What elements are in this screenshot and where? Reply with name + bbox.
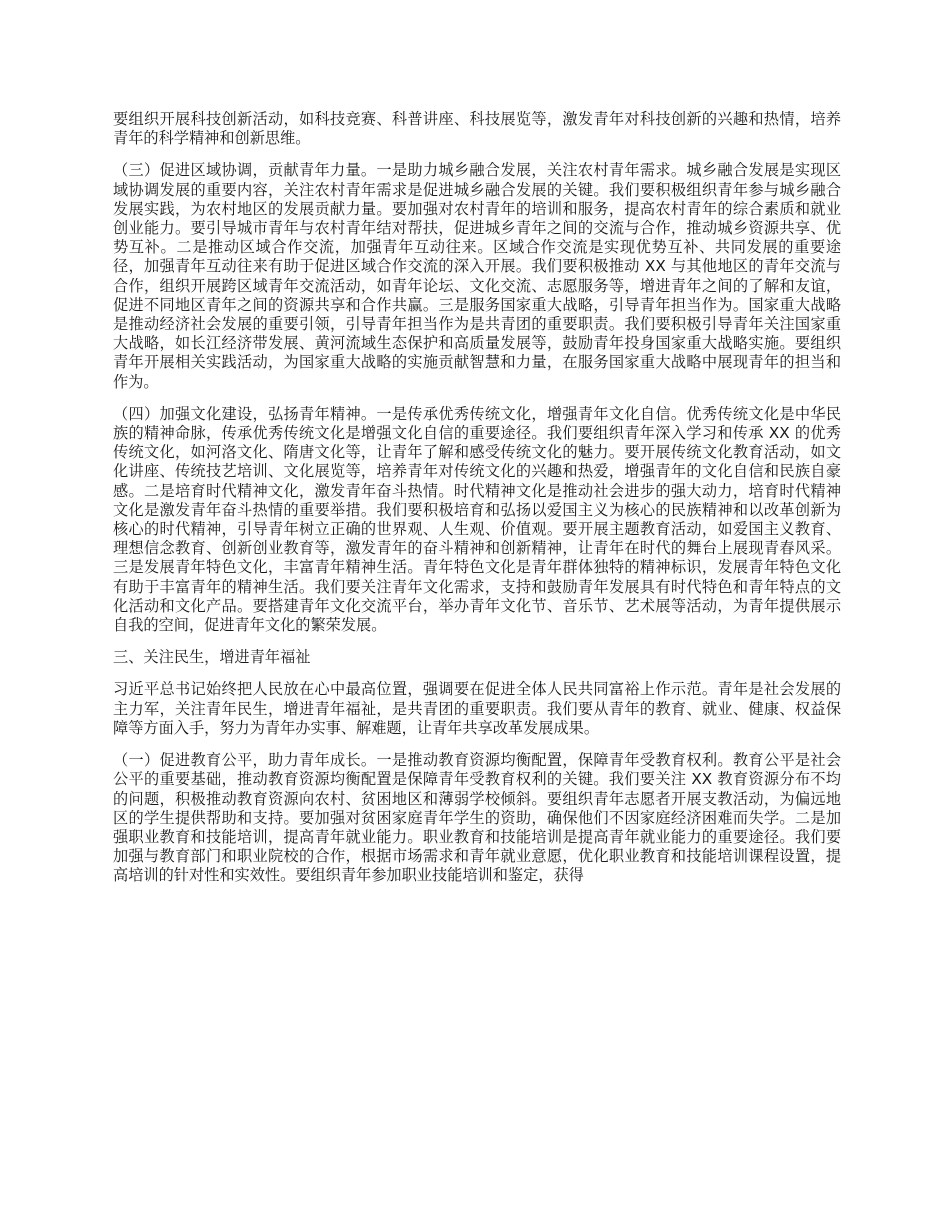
paragraph-livelihood-intro: 习近平总书记始终把人民放在心中最高位置，强调要在促进全体人民共同富裕上作示范。青年是社会发展的主力军，关注青年民生，增进青年福祉，是共青团的重要职责。我们要从青年的教育、就业、健康、权益保障等方面入手，努力为青年办实事、解难题，让青年共享改革发展成果。	[113, 680, 841, 737]
paragraph-education-equity: （一）促进教育公平，助力青年成长。一是推动教育资源均衡配置，保障青年受教育权利。教育公平是社会公平的重要基础，推动教育资源均衡配置是保障青年受教育权利的关键。我们要关注 XX 教育资源分布不均的问题，积极推动教育资源向农村、贫困地区和薄弱学校倾斜。要组织青年志愿者开展支教活动，为偏远地区的学生提供帮助和支持。要加强对贫困家庭青年学生的资助，确保他们不因家庭经济困难而失学。二是加强职业教育和技能培训，提高青年就业能力。职业教育和技能培训是提高青年就业能力的重要途径。我们要加强与教育部门和职业院校的合作，根据市场需求和青年就业意愿，优化职业教育和技能培训课程设置，提高培训的针对性和实效性。要组织青年参加职业技能培训和鉴定，获得	[113, 751, 841, 885]
section-heading-livelihood: 三、关注民生，增进青年福祉	[113, 648, 311, 667]
paragraph-cultural-construction: （四）加强文化建设，弘扬青年精神。一是传承优秀传统文化，增强青年文化自信。优秀传统文化是中华民族的精神命脉，传承优秀传统文化是增强文化自信的重要途径。我们要组织青年深入学习和传承 XX 的优秀传统文化，如河洛文化、隋唐文化等，让青年了解和感受传统文化的魅力。要开展传统文化教育活动，如文化讲座、传统技艺培训、文化展览等，培养青年对传统文化的兴趣和热爱，增强青年的文化自信和民族自豪感。二是培育时代精神文化，激发青年奋斗热情。时代精神文化是推动社会进步的强大动力，培育时代精神文化是激发青年奋斗热情的重要举措。我们要积极培育和弘扬以爱国主义为核心的民族精神和以改革创新为核心的时代精神，引导青年树立正确的世界观、人生观、价值观。要开展主题教育活动，如爱国主义教育、理想信念教育、创新创业教育等，激发青年的奋斗精神和创新精神，让青年在时代的舞台上展现青春风采。三是发展青年特色文化，丰富青年精神生活。青年特色文化是青年群体独特的精神标识，发展青年特色文化有助于丰富青年的精神生活。我们要关注青年文化需求，支持和鼓励青年发展具有时代特色和青年特点的文化活动和文化产品。要搭建青年文化交流平台，举办青年文化节、音乐节、艺术展等活动，为青年提供展示自我的空间，促进青年文化的繁荣发展。	[113, 404, 841, 635]
paragraph-regional-coordination: （三）促进区域协调，贡献青年力量。一是助力城乡融合发展，关注农村青年需求。城乡融合发展是实现区域协调发展的重要内容，关注农村青年需求是促进城乡融合发展的关键。我们要积极组织青年参与城乡融合发展实践，为农村地区的发展贡献力量。要加强对农村青年的培训和服务，提高农村青年的综合素质和就业创业能力。要引导城市青年与农村青年结对帮扶，促进城乡青年之间的交流与合作，推动城乡资源共享、优势互补。二是推动区域合作交流，加强青年互动往来。区域合作交流是实现优势互补、共同发展的重要途径，加强青年互动往来有助于促进区域合作交流的深入开展。我们要积极推动 XX 与其他地区的青年交流与合作，组织开展跨区域青年交流活动，如青年论坛、文化交流、志愿服务等，增进青年之间的了解和友谊，促进不同地区青年之间的资源共享和合作共赢。三是服务国家重大战略，引导青年担当作为。国家重大战略是推动经济社会发展的重要引领，引导青年担当作为是共青团的重要职责。我们要积极引导青年关注国家重大战略，如长江经济带发展、黄河流域生态保护和高质量发展等，鼓励青年投身国家重大战略实施。要组织青年开展相关实践活动，为国家重大战略的实施贡献智慧和力量，在服务国家重大战略中展现青年的担当和作为。	[113, 161, 841, 391]
paragraph-science-activities: 要组织开展科技创新活动，如科技竞赛、科普讲座、科技展览等，激发青年对科技创新的兴趣和热情，培养青年的科学精神和创新思维。	[113, 110, 841, 148]
document-body	[113, 110, 841, 899]
